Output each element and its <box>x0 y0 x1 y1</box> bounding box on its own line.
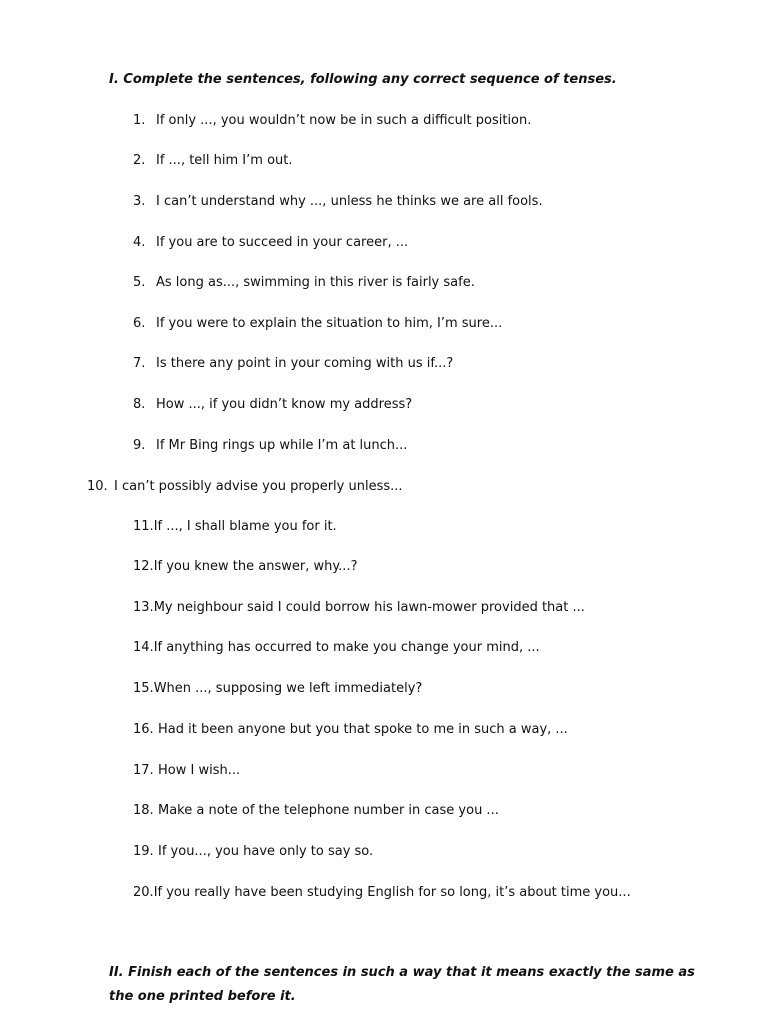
section-2-heading: II. Finish each of the sentences in such a way that it means exactly the same as the one printed before it. <box>109 965 695 1004</box>
item-number: 8. <box>133 397 146 412</box>
list-item-6 <box>133 316 502 332</box>
list-item-19 <box>133 844 373 860</box>
item-number: 14. <box>133 640 154 655</box>
item-number: 19. <box>133 844 154 859</box>
list-item-5 <box>133 275 475 291</box>
item-text: If you are to succeed in your career, ... <box>156 235 409 250</box>
list-item-18 <box>133 803 499 819</box>
item-text: If you really have been studying English for so long, it’s about time you... <box>153 885 631 900</box>
item-number: 4. <box>133 235 146 250</box>
item-number: 11. <box>133 519 154 534</box>
item-number: 16. <box>133 722 154 737</box>
item-text: If you knew the answer, why...? <box>153 559 358 574</box>
item-text: If you..., you have only to say so. <box>158 844 374 859</box>
item-number: 10. <box>87 479 108 494</box>
list-item-12 <box>133 559 357 575</box>
item-number: 9. <box>133 438 146 453</box>
item-number: 1. <box>133 113 146 128</box>
list-item-14 <box>133 640 540 656</box>
list-item-15 <box>133 681 422 697</box>
list-item-17 <box>133 763 240 779</box>
item-text: If anything has occurred to make you change your mind, ... <box>153 640 540 655</box>
list-item-9 <box>133 438 407 454</box>
item-number: 18. <box>133 803 154 818</box>
item-text: As long as..., swimming in this river is fairly safe. <box>156 275 475 290</box>
item-text: Had it been anyone but you that spoke to me in such a way, ... <box>158 722 568 737</box>
item-number: 2. <box>133 153 146 168</box>
item-number: 15. <box>133 681 154 696</box>
list-item-7 <box>133 356 453 372</box>
list-item-10 <box>87 479 403 495</box>
section-1-heading: I. Complete the sentences, following any correct sequence of tenses. <box>109 72 617 87</box>
item-text: I can’t understand why ..., unless he thinks we are all fools. <box>156 194 543 209</box>
item-number: 13. <box>133 600 154 615</box>
item-text: If ..., tell him I’m out. <box>156 153 293 168</box>
item-number: 17. <box>133 763 154 778</box>
item-number: 7. <box>133 356 146 371</box>
list-item-3 <box>133 194 543 210</box>
list-item-13 <box>133 600 585 616</box>
item-text: If you were to explain the situation to him, I’m sure... <box>156 316 503 331</box>
item-number: 3. <box>133 194 146 209</box>
item-text: I can’t possibly advise you properly unless... <box>114 479 403 494</box>
list-item-16 <box>133 722 568 738</box>
item-number: 20. <box>133 885 154 900</box>
item-text: Is there any point in your coming with us if...? <box>156 356 454 371</box>
item-text: How I wish... <box>158 763 241 778</box>
list-item-20 <box>133 885 631 901</box>
item-text: When ..., supposing we left immediately? <box>153 681 423 696</box>
list-item-4 <box>133 235 408 251</box>
list-item-2 <box>133 153 293 169</box>
item-text: If Mr Bing rings up while I’m at lunch... <box>156 438 408 453</box>
list-item-8 <box>133 397 412 413</box>
list-item-1 <box>133 113 531 129</box>
item-number: 5. <box>133 275 146 290</box>
item-text: My neighbour said I could borrow his lawn-mower provided that ... <box>153 600 585 615</box>
item-number: 6. <box>133 316 146 331</box>
list-item-11 <box>133 519 337 535</box>
item-text: If only ..., you wouldn’t now be in such a difficult position. <box>156 113 532 128</box>
item-text: Make a note of the telephone number in case you ... <box>158 803 499 818</box>
item-number: 12. <box>133 559 154 574</box>
item-text: If ..., I shall blame you for it. <box>153 519 337 534</box>
item-text: How ..., if you didn’t know my address? <box>156 397 413 412</box>
